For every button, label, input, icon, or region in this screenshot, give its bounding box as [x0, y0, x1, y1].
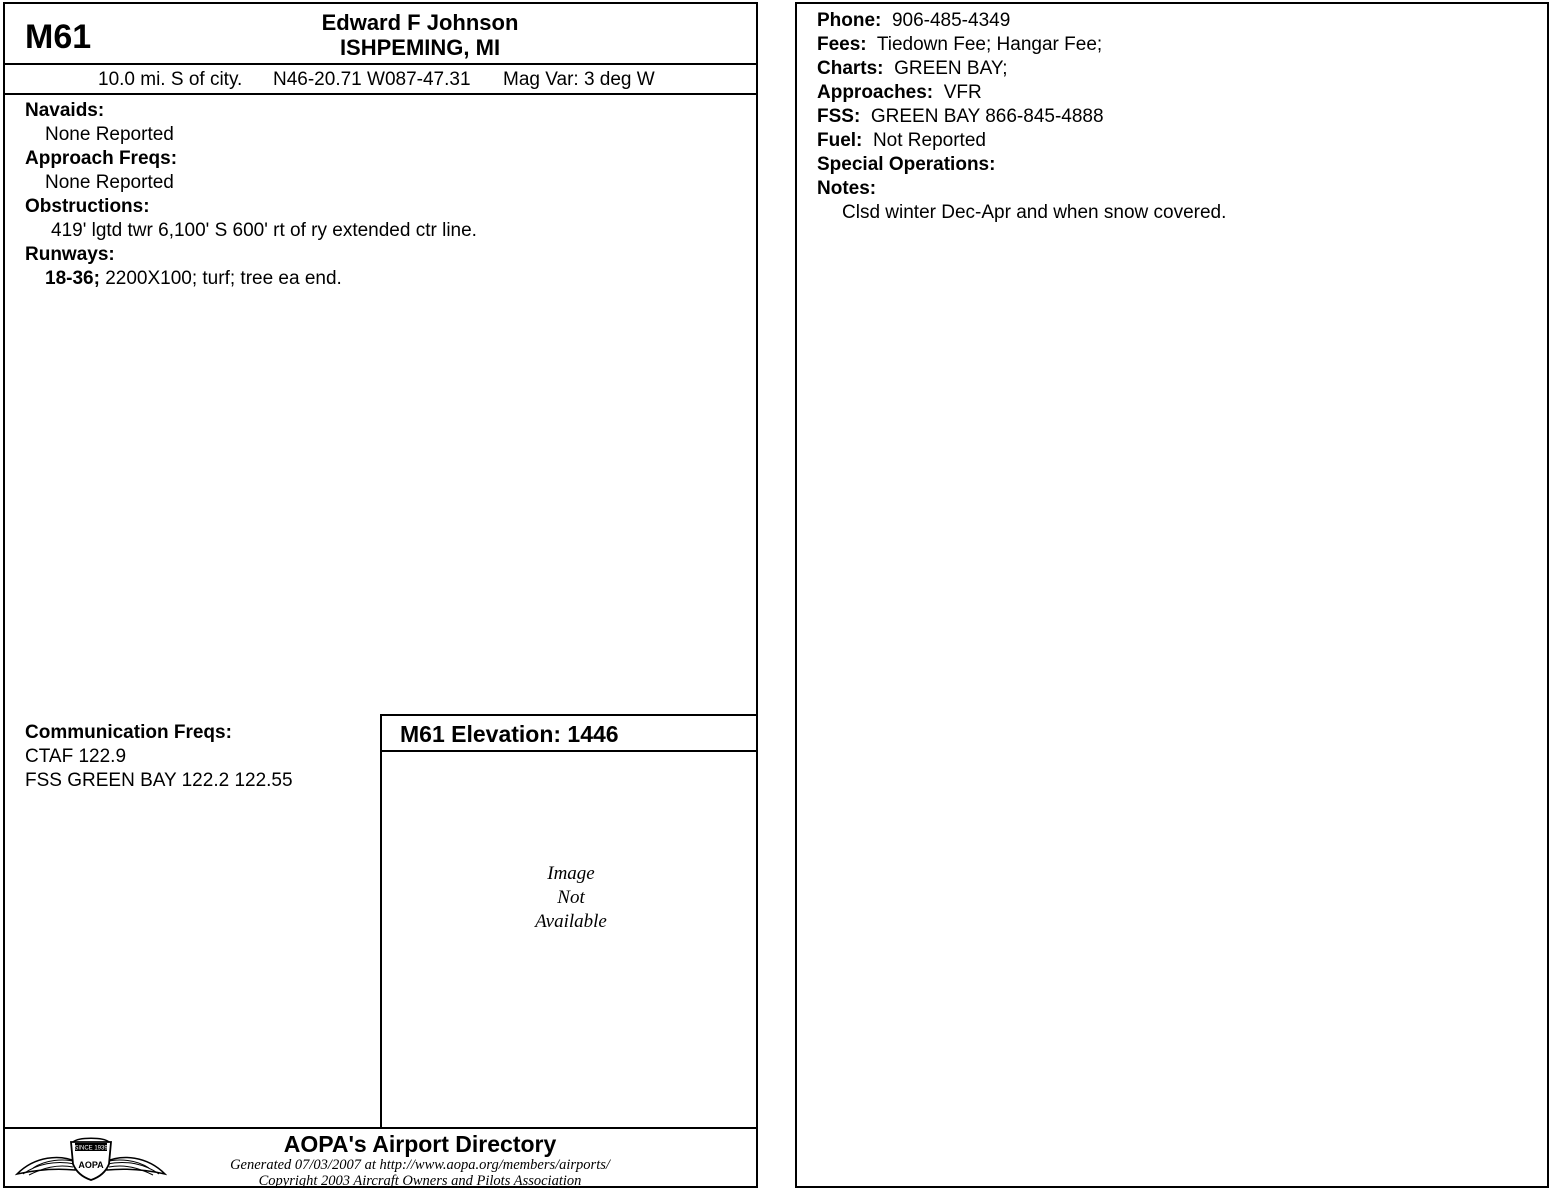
runway-designator: 18-36; — [45, 268, 100, 289]
placeholder-line: Available — [535, 911, 607, 932]
communication-label: Communication Freqs: — [25, 722, 232, 743]
phone-row — [817, 9, 1010, 33]
runways-label: Runways: — [25, 244, 115, 265]
approaches-row — [817, 81, 982, 105]
notes-label: Notes: — [817, 178, 877, 199]
coordinates: N46-20.71 W087-47.31 — [273, 69, 471, 90]
magnetic-variation: Mag Var: 3 deg W — [503, 69, 655, 90]
placeholder-line: Not — [557, 887, 585, 908]
fss-row — [817, 105, 1104, 129]
divider — [5, 63, 756, 65]
runway-entry — [25, 267, 477, 291]
fees-label: Fees: — [817, 34, 867, 55]
fees-value: Tiedown Fee; Hangar Fee; — [876, 34, 1103, 55]
approaches-value: VFR — [943, 82, 982, 103]
generated-line: Generated 07/03/2007 at http://www.aopa.org/members/airports/ — [230, 1157, 610, 1173]
divider — [380, 750, 756, 752]
special-ops-row — [817, 153, 995, 177]
fss-freq: FSS GREEN BAY 122.2 122.55 — [25, 770, 293, 791]
charts-value: GREEN BAY; — [894, 58, 1008, 79]
divider — [380, 714, 756, 716]
distance-from-city: 10.0 mi. S of city. — [98, 69, 243, 90]
airport-city-state: ISHPEMING, MI — [339, 35, 501, 60]
logo-text-bottom: AOPA — [78, 1160, 104, 1170]
special-ops-label: Special Operations: — [817, 154, 996, 175]
airport-details-panel — [795, 2, 1549, 1188]
approaches-label: Approaches: — [817, 82, 934, 103]
ctaf-freq: CTAF 122.9 — [25, 746, 127, 767]
approach-freqs-label: Approach Freqs: — [25, 148, 178, 169]
logo-text-top: SINCE 1939 — [74, 1145, 108, 1152]
fuel-value: Not Reported — [872, 130, 986, 151]
directory-title: AOPA's Airport Directory — [283, 1131, 557, 1157]
fuel-label: Fuel: — [817, 130, 863, 151]
navaids-section — [25, 99, 477, 291]
phone-label: Phone: — [817, 10, 882, 31]
divider — [5, 1127, 756, 1129]
charts-row — [817, 57, 1008, 81]
divider — [5, 93, 756, 95]
communication-section — [25, 721, 293, 793]
airport-name: Edward F Johnson — [321, 10, 519, 35]
fuel-row — [817, 129, 986, 153]
fss-label: FSS: — [817, 106, 861, 127]
airport-title — [205, 10, 635, 60]
notes-row — [817, 177, 876, 201]
notes-value: Clsd winter Dec-Apr and when snow covered. — [842, 202, 1227, 223]
charts-label: Charts: — [817, 58, 884, 79]
diagram-placeholder — [382, 862, 760, 934]
airport-info-panel — [3, 2, 758, 1188]
aopa-logo-icon — [15, 1134, 167, 1184]
phone-value: 906-485-4349 — [891, 10, 1011, 31]
fees-row — [817, 33, 1102, 57]
navaids-label: Navaids: — [25, 100, 105, 121]
elevation-title: M61 Elevation: 1446 — [400, 721, 619, 747]
airport-id: M61 — [25, 18, 92, 56]
obstructions-value: 419' lgtd twr 6,100' S 600' rt of ry extended ctr line. — [51, 220, 477, 241]
approach-freqs-value: None Reported — [45, 172, 174, 193]
placeholder-line: Image — [547, 863, 595, 884]
runway-description: 2200X100; turf; tree ea end. — [105, 268, 342, 289]
fss-value: GREEN BAY 866-845-4888 — [870, 106, 1104, 127]
copyright-line: Copyright 2003 Aircraft Owners and Pilots Association — [258, 1173, 582, 1189]
navaids-value: None Reported — [45, 124, 174, 145]
obstructions-label: Obstructions: — [25, 196, 150, 217]
